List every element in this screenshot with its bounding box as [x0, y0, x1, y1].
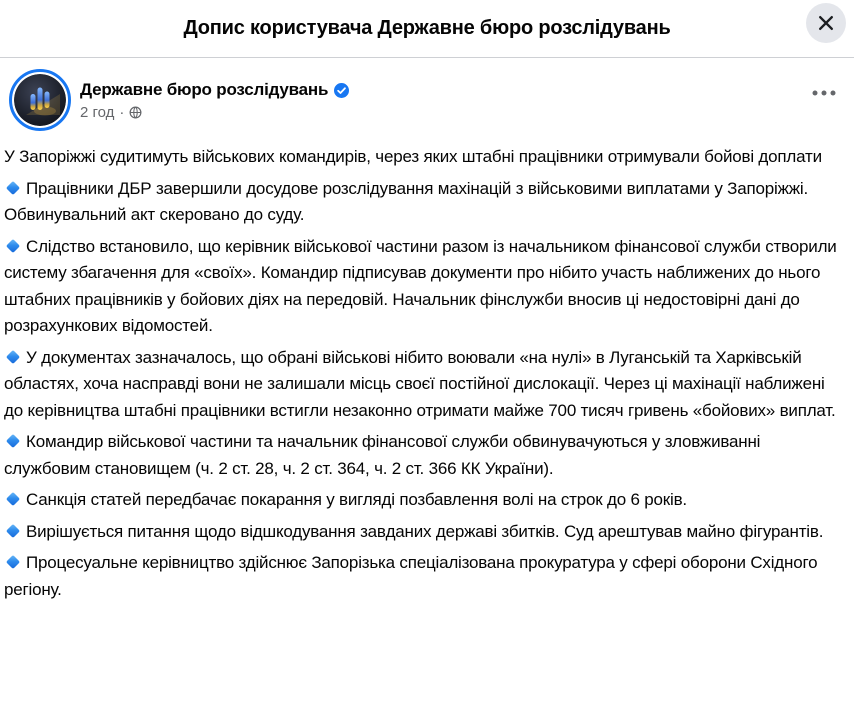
- paragraph-text: Командир військової частини та начальник фінансової служби обвинувачуються у зловживанні службовим становищем (ч. 2 ст. 28, ч. 2 ст. 364, ч. 2 ст. 366 КК України).: [4, 432, 761, 478]
- paragraph-text: Працівники ДБР завершили досудове розслідування махінацій з військовими виплатами у Запоріжжі.: [26, 178, 809, 198]
- post-paragraph: [4, 487, 848, 514]
- blue-diamond-icon: [6, 238, 20, 252]
- avatar[interactable]: [9, 69, 71, 131]
- post-paragraph: [4, 519, 848, 546]
- blue-diamond-icon: [6, 349, 20, 363]
- verified-badge-icon: [334, 83, 349, 98]
- blue-diamond-icon: [6, 180, 20, 194]
- close-icon: [816, 13, 836, 33]
- post-body: [0, 131, 854, 603]
- close-button[interactable]: [806, 3, 846, 43]
- meta-separator: ·: [119, 103, 125, 121]
- globe-audience-icon: [129, 106, 142, 119]
- post-timestamp[interactable]: 2 год: [80, 103, 115, 121]
- post-header: [0, 58, 854, 131]
- paragraph-text: Санкція статей передбачає покарання у вигляді позбавлення волі на строк до 6 років.: [26, 490, 687, 509]
- dialog-header: [0, 0, 854, 58]
- blue-diamond-icon: [6, 555, 20, 569]
- author-block: [80, 80, 349, 121]
- blue-diamond-icon: [6, 434, 20, 448]
- ellipsis-icon: [812, 90, 836, 96]
- blue-diamond-icon: [6, 523, 20, 537]
- post-paragraph: [4, 176, 848, 229]
- paragraph-text: Вирішується питання щодо відшкодування завданих державі збитків. Суд арештував майно фігурантів.: [26, 521, 824, 541]
- blue-diamond-icon: [6, 492, 20, 506]
- paragraph-text: У Запоріжжі судитимуть військових командирів, через яких штабні працівники отримували бойові доплати: [4, 147, 822, 166]
- author-name[interactable]: Державне бюро розслідувань: [80, 79, 329, 99]
- paragraph-text: У документах зазначалось, що обрані військові нібито воювали «на нулі» в Луганській та Харківській областях, хоча насправді вони не залишали місць своєї постійної дислокації. Через ці махінації наближені до керівництва штабні працівники встигли незаконно отримати майже 700 тисяч гривень «бойових» виплат.: [4, 347, 836, 420]
- post-paragraph: [4, 550, 848, 603]
- more-options-button[interactable]: [806, 84, 842, 102]
- post-meta: [80, 104, 349, 121]
- paragraph-text: Обвинувальний акт скеровано до суду.: [4, 205, 305, 224]
- paragraph-text: Процесуальне керівництво здійснює Запорізька спеціалізована прокуратура у сфері оборони Східного регіону.: [4, 553, 818, 599]
- paragraph-text: Слідство встановило, що керівник військової частини разом із начальником фінансової служби створили систему збагачення для «своїх». Командир підписував документи про нібито участь наближених до нього штабних працівників у бойових діях на передовій. Начальник фінслужби вносив ці недостовірні дані до розрахункових відомостей.: [4, 236, 837, 335]
- post-paragraph: [4, 144, 848, 171]
- post-paragraph: [4, 234, 848, 340]
- post-paragraph: [4, 345, 848, 425]
- post-paragraph: [4, 429, 848, 482]
- dialog-title: Допис користувача Державне бюро розслідувань: [183, 17, 671, 39]
